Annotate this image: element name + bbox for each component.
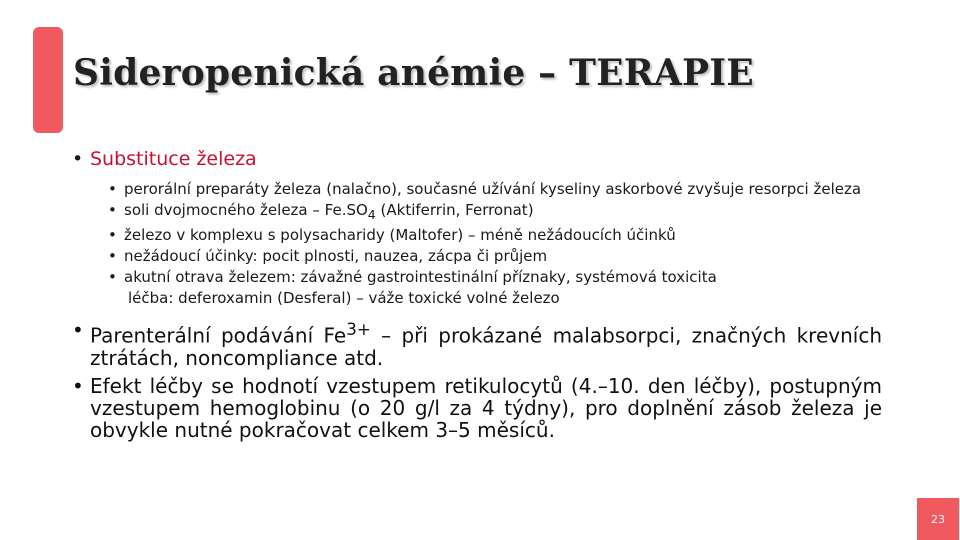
section-heading: Substituce železa: [90, 148, 257, 170]
list-item-text: akutní otrava železem: závažné gastrointestinální příznaky, systémová toxicita: [124, 268, 717, 286]
paragraph-text: Efekt léčby se hodnotí vzestupem retikulocytů (4.–10. den léčby), postupným vzestupem hemoglobinu (o 20 g/l za 4 týdny), pro doplnění zásob železa je obvykle nutné pokračovat celkem 3–5 měsíců.: [90, 373, 882, 442]
list-item: [108, 179, 880, 200]
sub-list: [108, 179, 880, 309]
slide-title: Sideropenická anémie – TERAPIE: [73, 52, 754, 94]
paragraph-text: – při prokázané malabsorpci, značných krevních ztrátách, noncompliance atd.: [90, 323, 883, 370]
bullet-substituce: [72, 147, 882, 171]
bullet-icon: •: [72, 373, 84, 398]
list-item: [108, 225, 880, 246]
list-item: [108, 246, 880, 267]
list-item: [108, 200, 880, 225]
list-item-text: nežádoucí účinky: pocit plnosti, nauzea, zácpa či průjem: [124, 247, 548, 265]
bullet-icon: •: [108, 226, 117, 244]
paragraph-text: Parenterální podávání Fe: [90, 323, 347, 348]
list-item-continuation: léčba: deferoxamin (Desferal) – váže toxické volné železo: [128, 289, 560, 307]
list-item-text: (Aktiferrin, Ferronat): [375, 201, 534, 219]
superscript: 3+: [346, 320, 371, 339]
bullet-icon: •: [108, 180, 117, 198]
subscript: 4: [367, 207, 376, 222]
list-item-text: železo v komplexu s polysacharidy (Maltofer) – méně nežádoucích účinků: [124, 226, 676, 244]
bullet-icon: •: [72, 148, 84, 170]
slide-content: [72, 147, 882, 441]
accent-bar: [33, 27, 63, 133]
bullet-icon: •: [72, 318, 84, 342]
bullet-efekt: [72, 375, 882, 441]
list-item-text: perorální preparáty železa (nalačno), současné užívání kyseliny askorbové zvyšuje resorpci železa: [124, 180, 862, 198]
bullet-icon: •: [108, 201, 117, 219]
page-number: 23: [917, 498, 959, 540]
bullet-icon: •: [108, 247, 117, 265]
list-item: [108, 267, 880, 309]
list-item-text: soli dvojmocného železa – Fe.SO: [124, 201, 368, 219]
bullet-icon: •: [108, 268, 117, 286]
bullet-parenteral: [72, 319, 882, 369]
